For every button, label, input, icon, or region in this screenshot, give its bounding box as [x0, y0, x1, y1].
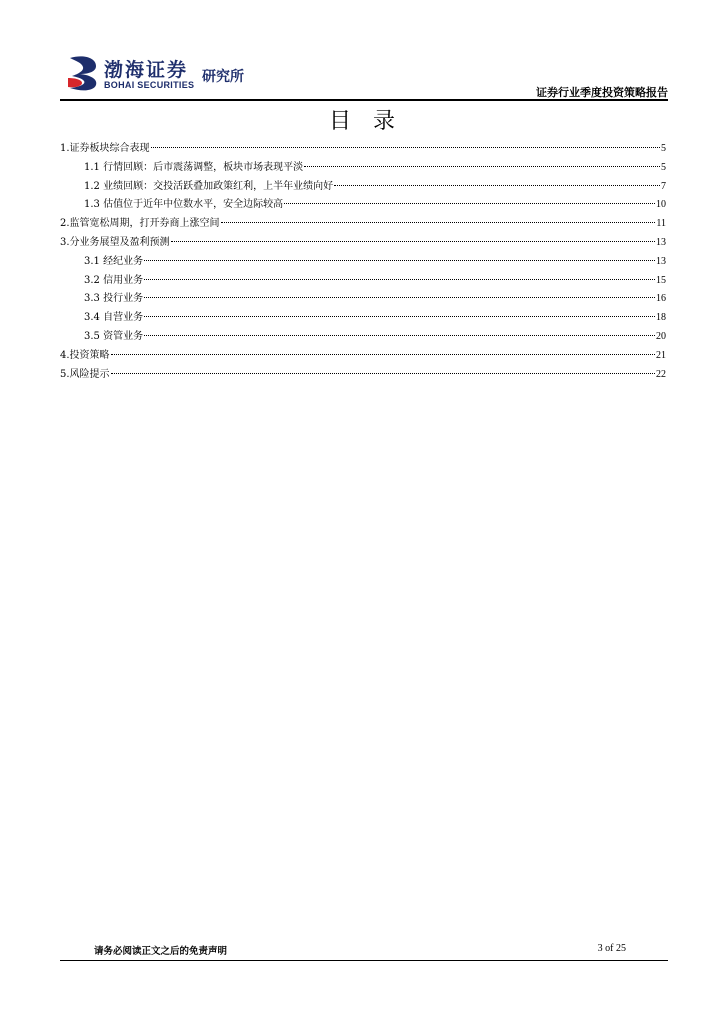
toc-dot-leader: [221, 222, 656, 223]
toc-entry-label: 3.1 经纪业务: [84, 255, 144, 267]
company-logo: [66, 54, 266, 96]
toc-entry[interactable]: [60, 196, 666, 215]
toc-entry[interactable]: [60, 366, 666, 385]
footer-rule: [60, 960, 668, 961]
toc-dot-leader: [111, 373, 655, 374]
toc-entry-page: 15: [656, 274, 666, 286]
toc-entry-page: 20: [656, 330, 666, 342]
toc-entry-page: 13: [656, 236, 666, 248]
toc-entry-label: 1.1 行情回顾：后市震荡调整，板块市场表现平淡: [84, 161, 304, 173]
toc-entry-label: 1.2 业绩回顾：交投活跃叠加政策红利，上半年业绩向好: [84, 180, 334, 192]
toc-entry-label: 3.5 资管业务: [84, 330, 144, 342]
toc-entry[interactable]: [60, 253, 666, 272]
toc-entry-label: 5.风险提示: [60, 368, 110, 380]
toc-entry-page: 13: [656, 255, 666, 267]
toc-dot-leader: [144, 297, 655, 298]
toc-entry-page: 22: [656, 368, 666, 380]
toc-dot-leader: [334, 185, 660, 186]
toc-dot-leader: [144, 316, 655, 317]
toc-dot-leader: [284, 203, 655, 204]
toc-entry[interactable]: [60, 347, 666, 366]
toc-entry[interactable]: [60, 290, 666, 309]
toc-title: 目录: [328, 109, 417, 134]
toc-entry-page: 11: [656, 218, 666, 230]
toc-entry-label: 1.3 估值位于近年中位数水平，安全边际较高: [84, 199, 284, 211]
toc-entry-label: 3.分业务展望及盈利预测: [60, 236, 170, 248]
toc-entry[interactable]: [60, 328, 666, 347]
toc-entry-label: 3.2 信用业务: [84, 274, 144, 286]
toc-dot-leader: [171, 241, 655, 242]
toc-entry[interactable]: [60, 178, 666, 197]
toc-entry[interactable]: [60, 140, 666, 159]
toc-entry-page: 5: [661, 161, 666, 173]
toc-entry-label: 1.证券板块综合表现: [60, 143, 150, 154]
institute-label: 研究所: [202, 69, 244, 85]
toc-entry-page: 21: [656, 349, 666, 361]
toc-dot-leader: [151, 147, 660, 148]
toc-entry[interactable]: [60, 234, 666, 253]
toc-entry-page: 18: [656, 312, 666, 324]
toc-entry-label: 3.3 投行业务: [84, 293, 144, 305]
toc-entry-label: 4.投资策略: [60, 349, 110, 361]
toc-dot-leader: [144, 279, 655, 280]
logo-english-text: BOHAI SECURITIES: [104, 80, 195, 90]
toc-entry[interactable]: [60, 215, 666, 234]
toc-entry-label: 3.4 自营业务: [84, 312, 144, 324]
toc-entry[interactable]: [60, 159, 666, 178]
toc-dot-leader: [144, 260, 655, 261]
toc-entry-page: 10: [656, 199, 666, 211]
bohai-logo-icon: [66, 54, 100, 92]
report-type: 证券行业季度投资策略报告: [536, 86, 668, 99]
toc-entry-page: 5: [661, 143, 666, 154]
toc-dot-leader: [111, 354, 655, 355]
page-number: 3 of 25: [597, 943, 626, 954]
toc-entry-page: 7: [661, 180, 666, 192]
disclaimer-note: 请务必阅读正文之后的免责声明: [94, 946, 228, 957]
logo-chinese-text: 渤海证券: [104, 59, 189, 81]
toc-entry[interactable]: [60, 272, 666, 291]
header-rule: [60, 99, 668, 101]
toc-entry-label: 2.监管宽松周期，打开券商上涨空间: [60, 218, 220, 230]
toc-entry[interactable]: [60, 309, 666, 328]
toc-entry-page: 16: [656, 293, 666, 305]
table-of-contents: [60, 140, 666, 384]
toc-dot-leader: [304, 166, 660, 167]
toc-dot-leader: [144, 335, 655, 336]
